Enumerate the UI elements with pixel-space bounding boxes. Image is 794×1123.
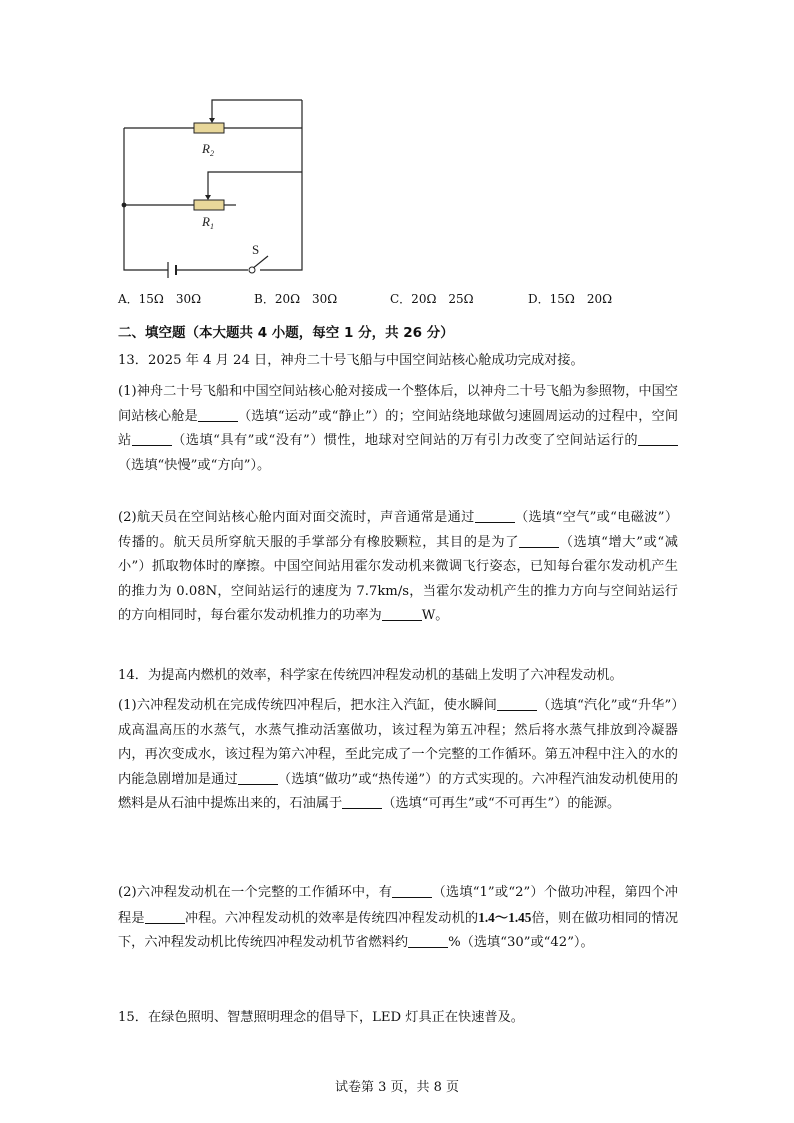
switch-blade [252,256,268,269]
page-footer: 试卷第 3 页，共 8 页 [334,1080,460,1095]
blank [145,909,185,924]
q14-p2-text-b: （选填“1”或“2”）个做功冲程，第四个冲程是 [118,885,678,926]
q14-p1-text-c: （选填“做功”或“热传递”）的方式实现的。六冲程汽油发动机使用的燃料是从石油中提炼出来的，石油属于 [118,771,679,811]
resistor-r2 [194,123,224,133]
blank [238,770,278,785]
blank [198,407,238,422]
option-b: B．20Ω 30Ω [254,292,338,306]
r1-arrow-icon [205,195,211,200]
option-c: C．20Ω 25Ω [390,292,474,306]
blank [638,431,678,446]
q13-p2-text-b: （选填“空气”或“电磁波”）传播的。航天员所穿航天服的手掌部分有橡胶颗粒，其目的是为了 [118,510,679,550]
blank [342,794,382,809]
blank [497,696,537,711]
section-title: 二、填空题（本大题共 4 小题，每空 1 分，共 26 分） [118,325,454,341]
q14-part1 [118,694,678,817]
q14-p1-text-a: (1)六冲程发动机在完成传统四冲程后，把水注入汽缸，使水瞬间 [118,698,497,713]
r1-slider-wire [208,172,302,199]
wire-right [260,100,302,270]
r2-slider-wire [212,100,302,122]
q13-part1 [118,380,678,478]
q14-p2-text-e: %（选填“30”或“42”）。 [448,935,594,950]
blank [475,508,515,523]
r1-label: R [202,214,210,229]
q14-p2-text-c: 冲程。六冲程发动机的效率是传统四冲程发动机的 [184,910,479,926]
circuit-diagram [110,92,320,282]
r2-subscript: 2 [209,149,214,158]
option-a: A．15Ω 30Ω [118,292,202,306]
q13-stem: 13．2025 年 4 月 24 日，神舟二十号飞船与中国空间站核心舱成功完成对接。 [118,353,584,368]
q13-p1-text-a: (1)神舟二十号飞船和中国空间站核心舱对接成一个整体后，以神舟二十号飞船为参照物，中国空间站核心舱是 [118,384,678,424]
q14-p1-text-b: （选填“汽化”或“升华”）成高温高压的水蒸气，水蒸气推动活塞做功，该过程为第五冲程；然后将水蒸气排放到冷凝器内，再次变成水，该过程为第六冲程，至此完成了一个完整的工作循环。第五冲程中注入的水的内能急剧增加是通过 [118,698,678,787]
switch-contact [249,267,255,273]
blank [132,431,172,446]
svg-text:R1 [201,214,214,231]
q13-part2 [118,506,678,629]
q13-p2-text-c: （选填“增大”或“减小”）抓取物体时的摩擦。中国空间站用霍尔发动机来微调飞行姿态，已知每台霍尔发动机产生的推力为 0.08N，空间站运行的速度为 7.7km/s，当霍尔发动机产生的推力方向与空间站运行的方向相同时，每台霍尔发动机推力的功率为 [118,534,678,623]
r1-subscript: 1 [209,222,214,231]
junction-dot [122,203,127,208]
q14-stem: 14．为提高内燃机的效率，科学家在传统四冲程发动机的基础上发明了六冲程发动机。 [118,668,623,683]
q14-p1-text-d: （选填“可再生”或“不可再生”）的能源。 [382,796,621,811]
svg-text:R2 [201,141,214,158]
resistor-r1 [194,200,224,210]
blank [392,883,432,898]
q13-p2-text-d: W。 [421,608,449,623]
switch-label: S [252,242,260,257]
q13-p2-text-a: (2)航天员在空间站核心舱内面对面交流时，声音通常是通过 [118,510,475,525]
q14-part2 [118,881,678,956]
q15-stem: 15．在绿色照明、智慧照明理念的倡导下，LED 灯具正在快速普及。 [118,1010,524,1025]
blank [382,606,422,621]
wire-left [124,128,168,270]
answer-options [118,290,612,307]
q14-p2-text-d: 倍，则在做功相同的情况下，六冲程发动机比传统四冲程发动机节省燃料约 [118,910,679,950]
q14-p2-text-a: (2)六冲程发动机在一个完整的工作循环中，有 [118,885,393,900]
r2-label: R [202,141,210,156]
option-d: D．15Ω 20Ω [528,292,613,306]
q13-p1-text-c: （选填“具有”或“没有”）惯性，地球对空间站的万有引力改变了空间站运行的 [171,433,639,448]
efficiency-ratio: 1.4～1.45 [478,909,532,925]
blank [519,533,559,548]
blank [408,933,448,948]
r2-arrow-icon [209,118,215,123]
q13-p1-text-b: （选填“运动”或“静止”）的；空间站绕地球做匀速圆周运动的过程中，空间站 [118,408,679,448]
q13-p1-text-d: （选填“快慢”或“方向”）。 [118,457,271,473]
